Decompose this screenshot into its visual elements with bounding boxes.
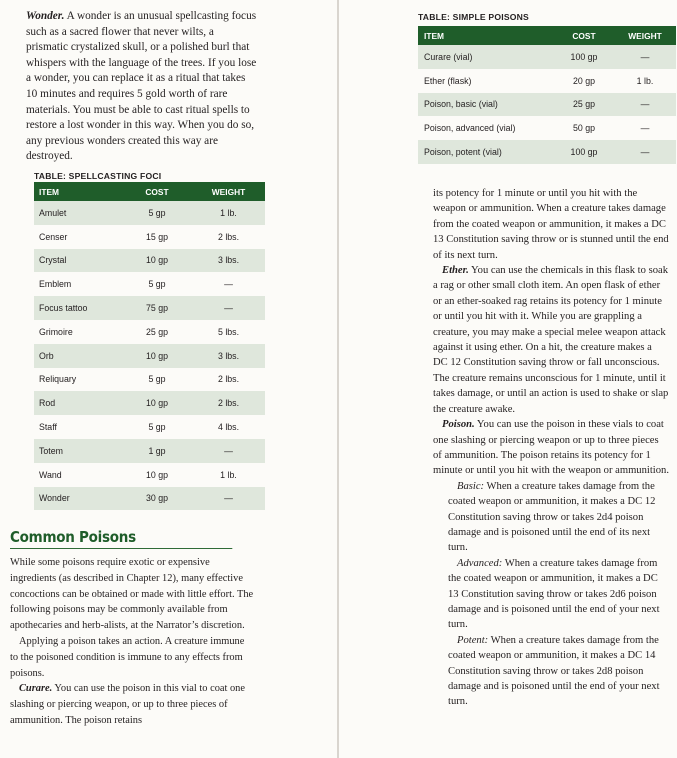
common-poisons-heading: Common Poisons bbox=[10, 528, 232, 549]
poisons-cell-item: Poison, potent (vial) bbox=[418, 140, 554, 164]
ether-label: Ether. bbox=[442, 265, 469, 277]
foci-header-weight: WEIGHT bbox=[192, 182, 265, 201]
wonder-paragraph bbox=[26, 9, 258, 165]
foci-cell-weight: 4 lbs. bbox=[192, 415, 265, 439]
foci-cell-item: Grimoire bbox=[34, 320, 122, 344]
foci-table-title: TABLE: SPELLCASTING FOCI bbox=[34, 171, 162, 181]
potent-paragraph bbox=[448, 633, 669, 710]
foci-cell-cost: 10 gp bbox=[122, 249, 192, 273]
ether-paragraph bbox=[433, 263, 669, 417]
poisons-table-title: TABLE: SIMPLE POISONS bbox=[418, 12, 529, 22]
foci-cell-cost: 5 gp bbox=[122, 415, 192, 439]
wonder-label: Wonder. bbox=[26, 10, 65, 22]
poisons-cell-weight: — bbox=[614, 45, 676, 69]
foci-header-row bbox=[34, 182, 265, 201]
poisons-row bbox=[418, 93, 676, 117]
foci-cell-weight: 1 lb. bbox=[192, 463, 265, 487]
poisons-cell-cost: 100 gp bbox=[554, 140, 614, 164]
poisons-cell-item: Poison, advanced (vial) bbox=[418, 116, 554, 140]
poisons-cell-weight: 1 lb. bbox=[614, 69, 676, 93]
poisons-row bbox=[418, 69, 676, 93]
ether-text: You can use the chemicals in this flask to soak a rag or other small cloth item. An open flask of ether or an ether-soaked rag retains its potency for 1 minute or until you hit with it. While you are grappling a creature, you may make a special melee weapon attack against it using ether. On a hit, the creature makes a DC 12 Constitution saving throw or fall unconscious. The creature remains unconscious for 1 minute, until it takes damage, or until an action is used to shake or slap the creature awake. bbox=[433, 265, 669, 415]
advanced-text: When a creature takes damage from the coated weapon or ammunition, it makes a DC 13 Constitution saving throw or takes 2d6 poison damage and is poisoned until the end of your next turn. bbox=[448, 557, 660, 631]
curare-text: You can use the poison in this vial to coat one slashing or piercing weapon, or up to three pieces of ammunition. The poison retains bbox=[10, 683, 245, 726]
poison-text: You can use the poison in these vials to coat one slashing or piercing weapon or up to three pieces of ammunition. The poison retains its potency for 1 minute or until you hit with the weapon or ammunition. bbox=[433, 419, 669, 477]
poisons-row bbox=[418, 45, 676, 69]
advanced-label: Advanced: bbox=[457, 557, 503, 569]
foci-cell-weight: 3 lbs. bbox=[192, 249, 265, 273]
foci-cell-cost: 5 gp bbox=[122, 368, 192, 392]
poisons-header-item: ITEM bbox=[418, 26, 554, 45]
basic-text: When a creature takes damage from the coated weapon or ammunition, it makes a DC 12 Constitution saving throw or takes 2d4 poison damage and is poisoned until the end of its next turn. bbox=[448, 480, 656, 554]
common-poisons-body bbox=[10, 555, 254, 729]
foci-row bbox=[34, 296, 265, 320]
poisons-cell-weight: — bbox=[614, 116, 676, 140]
foci-cell-weight: 2 lbs. bbox=[192, 368, 265, 392]
foci-cell-cost: 10 gp bbox=[122, 391, 192, 415]
foci-cell-weight: 1 lb. bbox=[192, 201, 265, 225]
foci-row bbox=[34, 487, 265, 511]
common-poisons-intro: While some poisons require exotic or expensive ingredients (as described in Chapter 12), many effective concoctions can be obtained or made with little effort. The following poisons may be commonly available from apothecaries and herb-alists, at the Narrator’s discretion. bbox=[10, 557, 254, 632]
foci-row bbox=[34, 201, 265, 225]
poisons-cell-cost: 25 gp bbox=[554, 93, 614, 117]
foci-cell-weight: — bbox=[192, 487, 265, 511]
foci-cell-cost: 5 gp bbox=[122, 201, 192, 225]
poisons-header-cost: COST bbox=[554, 26, 614, 45]
foci-cell-item: Crystal bbox=[34, 249, 122, 273]
foci-cell-cost: 1 gp bbox=[122, 439, 192, 463]
wonder-text: A wonder is an unusual spellcasting focus such as a sacred flower that never wilts, a prismatic crystalized skull, or a polished burl that whispers with the language of the trees. If you lose a wonder, you can replace it as a ritual that takes 10 minutes and requires 5 gold worth of rare materials. You must be able to cast ritual spells to restore a lost wonder in this way. When you do so, any previous wonders created this way are destroyed. bbox=[26, 10, 257, 163]
foci-row bbox=[34, 320, 265, 344]
foci-cell-item: Focus tattoo bbox=[34, 296, 122, 320]
potent-text: When a creature takes damage from the coated weapon or ammunition, it makes a DC 14 Constitution saving throw or takes 2d8 poison damage and is poisoned until the end of your next turn. bbox=[448, 634, 660, 708]
foci-cell-weight: — bbox=[192, 272, 265, 296]
foci-row bbox=[34, 225, 265, 249]
foci-cell-cost: 30 gp bbox=[122, 487, 192, 511]
foci-row bbox=[34, 391, 265, 415]
foci-cell-weight: — bbox=[192, 439, 265, 463]
foci-cell-cost: 5 gp bbox=[122, 272, 192, 296]
foci-cell-weight: 5 lbs. bbox=[192, 320, 265, 344]
poisons-cell-cost: 20 gp bbox=[554, 69, 614, 93]
foci-cell-cost: 25 gp bbox=[122, 320, 192, 344]
basic-label: Basic: bbox=[457, 480, 485, 492]
poisons-header-row bbox=[418, 26, 676, 45]
foci-row bbox=[34, 368, 265, 392]
simple-poisons-table bbox=[418, 26, 676, 164]
foci-cell-item: Wand bbox=[34, 463, 122, 487]
foci-cell-item: Reliquary bbox=[34, 368, 122, 392]
poisons-cell-item: Curare (vial) bbox=[418, 45, 554, 69]
foci-cell-weight: 3 lbs. bbox=[192, 344, 265, 368]
foci-row bbox=[34, 415, 265, 439]
foci-cell-cost: 10 gp bbox=[122, 463, 192, 487]
curare-label: Curare. bbox=[19, 683, 53, 695]
foci-cell-item: Staff bbox=[34, 415, 122, 439]
poisons-header-weight: WEIGHT bbox=[614, 26, 676, 45]
poisons-cell-weight: — bbox=[614, 93, 676, 117]
foci-cell-item: Amulet bbox=[34, 201, 122, 225]
basic-paragraph bbox=[448, 479, 669, 556]
foci-row bbox=[34, 344, 265, 368]
foci-header-item: ITEM bbox=[34, 182, 122, 201]
poisons-cell-cost: 50 gp bbox=[554, 116, 614, 140]
foci-cell-item: Totem bbox=[34, 439, 122, 463]
common-poisons-apply: Applying a poison takes an action. A creature immune to the poisoned condition is immune to any effects from poisons. bbox=[10, 635, 245, 679]
foci-row bbox=[34, 249, 265, 273]
foci-row bbox=[34, 272, 265, 296]
poisons-row bbox=[418, 116, 676, 140]
foci-cell-cost: 10 gp bbox=[122, 344, 192, 368]
poison-paragraph bbox=[433, 417, 669, 479]
poisons-cell-item: Ether (flask) bbox=[418, 69, 554, 93]
foci-cell-item: Orb bbox=[34, 344, 122, 368]
foci-cell-cost: 15 gp bbox=[122, 225, 192, 249]
foci-cell-item: Wonder bbox=[34, 487, 122, 511]
foci-row bbox=[34, 463, 265, 487]
foci-cell-item: Emblem bbox=[34, 272, 122, 296]
foci-cell-item: Censer bbox=[34, 225, 122, 249]
poisons-cell-item: Poison, basic (vial) bbox=[418, 93, 554, 117]
poison-label: Poison. bbox=[442, 419, 475, 431]
foci-cell-cost: 75 gp bbox=[122, 296, 192, 320]
spellcasting-foci-table bbox=[34, 182, 265, 510]
foci-cell-weight: 2 lbs. bbox=[192, 391, 265, 415]
foci-cell-weight: — bbox=[192, 296, 265, 320]
right-column-text bbox=[433, 186, 669, 710]
advanced-paragraph bbox=[448, 556, 669, 633]
foci-row bbox=[34, 439, 265, 463]
poisons-row bbox=[418, 140, 676, 164]
curare-continued: its potency for 1 minute or until you hit with the weapon or ammunition. When a creature takes damage from the coated weapon or ammunition, it makes a DC 13 Constitution saving throw or is stunned until the end of its next turn. bbox=[433, 188, 669, 261]
foci-cell-item: Rod bbox=[34, 391, 122, 415]
potent-label: Potent: bbox=[457, 634, 489, 646]
foci-header-cost: COST bbox=[122, 182, 192, 201]
poisons-cell-cost: 100 gp bbox=[554, 45, 614, 69]
foci-cell-weight: 2 lbs. bbox=[192, 225, 265, 249]
curare-paragraph bbox=[10, 681, 254, 728]
poisons-cell-weight: — bbox=[614, 140, 676, 164]
poison-subentries bbox=[433, 479, 669, 710]
